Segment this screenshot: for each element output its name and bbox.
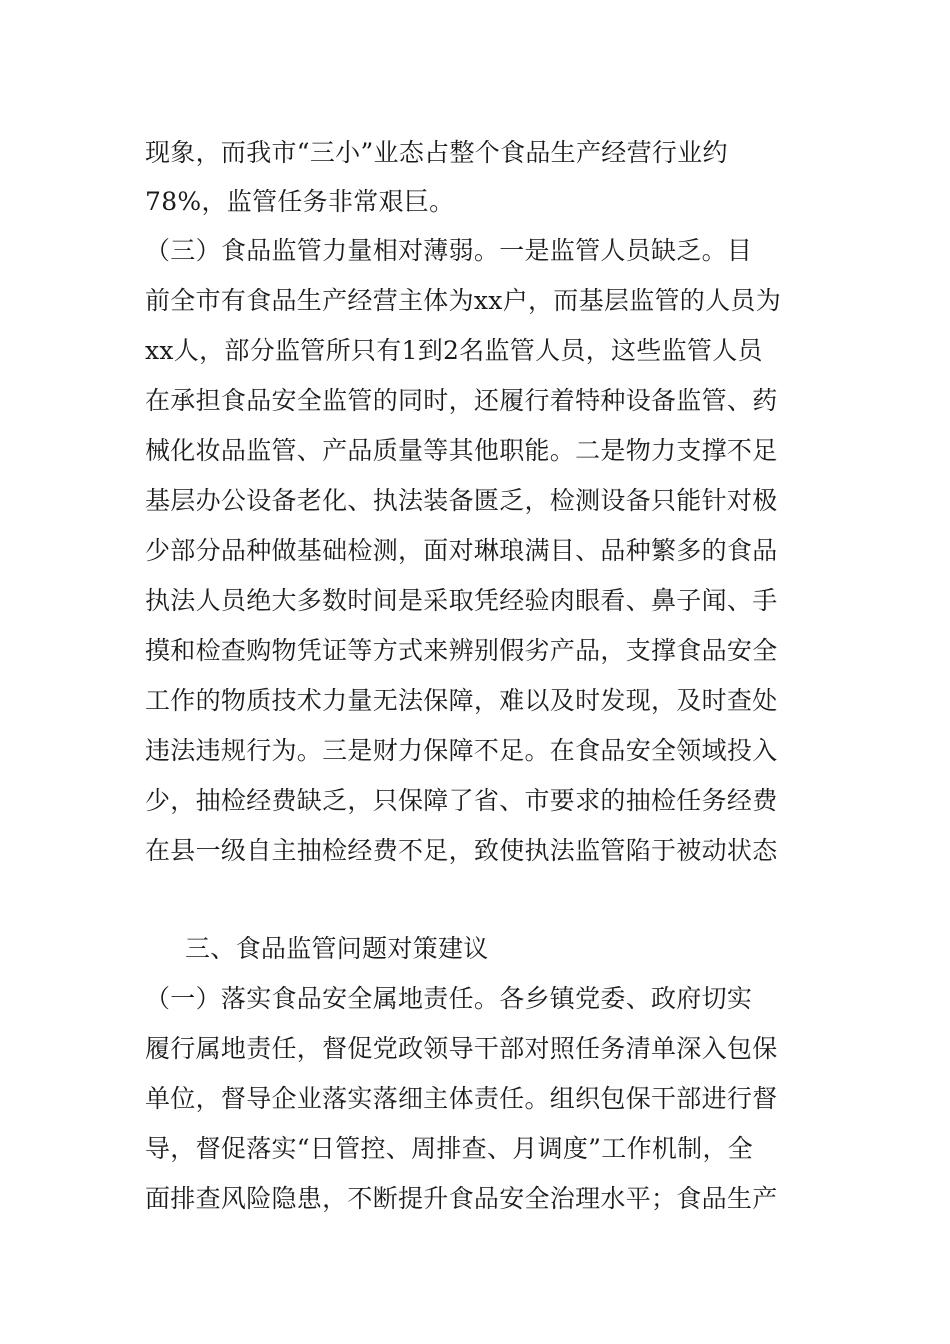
text-line: 在县一级自主抽检经费不足，致使执法监管陷于被动状态	[145, 836, 778, 865]
text-line: 执法人员绝大多数时间是采取凭经验肉眼看、鼻子闻、手	[145, 586, 778, 615]
text-line: 工作的物质技术力量无法保障，难以及时发现，及时查处	[145, 686, 778, 715]
text-line: 基层办公设备老化、执法装备匮乏，检测设备只能针对极	[145, 486, 778, 515]
text-line: 在承担食品安全监管的同时，还履行着特种设备监管、药	[145, 386, 778, 415]
text-line: 违法违规行为。三是财力保障不足。在食品安全领域投入	[145, 736, 778, 765]
text-line: 78%，监管任务非常艰巨。	[145, 187, 455, 216]
text-line: 履行属地责任，督促党政领导干部对照任务清单深入包保	[145, 1034, 778, 1063]
text-line: 少，抽检经费缺乏，只保障了省、市要求的抽检任务经费	[145, 786, 778, 815]
text-line: xx人，部分监管所只有1到2名监管人员，这些监管人员	[145, 336, 763, 365]
text-line: 摸和检查购物凭证等方式来辨别假劣产品，支撑食品安全	[145, 636, 778, 665]
text-line: （三）食品监管力量相对薄弱。一是监管人员缺乏。目	[145, 236, 753, 265]
text-line: 面排查风险隐患，不断提升食品安全治理水平；食品生产	[145, 1184, 778, 1213]
text-line: 单位，督导企业落实落细主体责任。组织包保干部进行督	[145, 1084, 778, 1113]
text-line: 导，督促落实“日管控、周排查、月调度”工作机制，全	[145, 1134, 754, 1163]
text-line: 前全市有食品生产经营主体为xx户，而基层监管的人员为	[145, 286, 782, 315]
text-line: 少部分品种做基础检测，面对琳琅满目、品种繁多的食品	[145, 536, 778, 565]
text-line: 械化妆品监管、产品质量等其他职能。二是物力支撑不足	[145, 436, 778, 465]
section-heading: 三、食品监管问题对策建议	[185, 934, 489, 963]
text-line: （一）落实食品安全属地责任。各乡镇党委、政府切实	[145, 984, 753, 1013]
text-line: 现象，而我市“三小”业态占整个食品生产经营行业约	[145, 138, 728, 167]
